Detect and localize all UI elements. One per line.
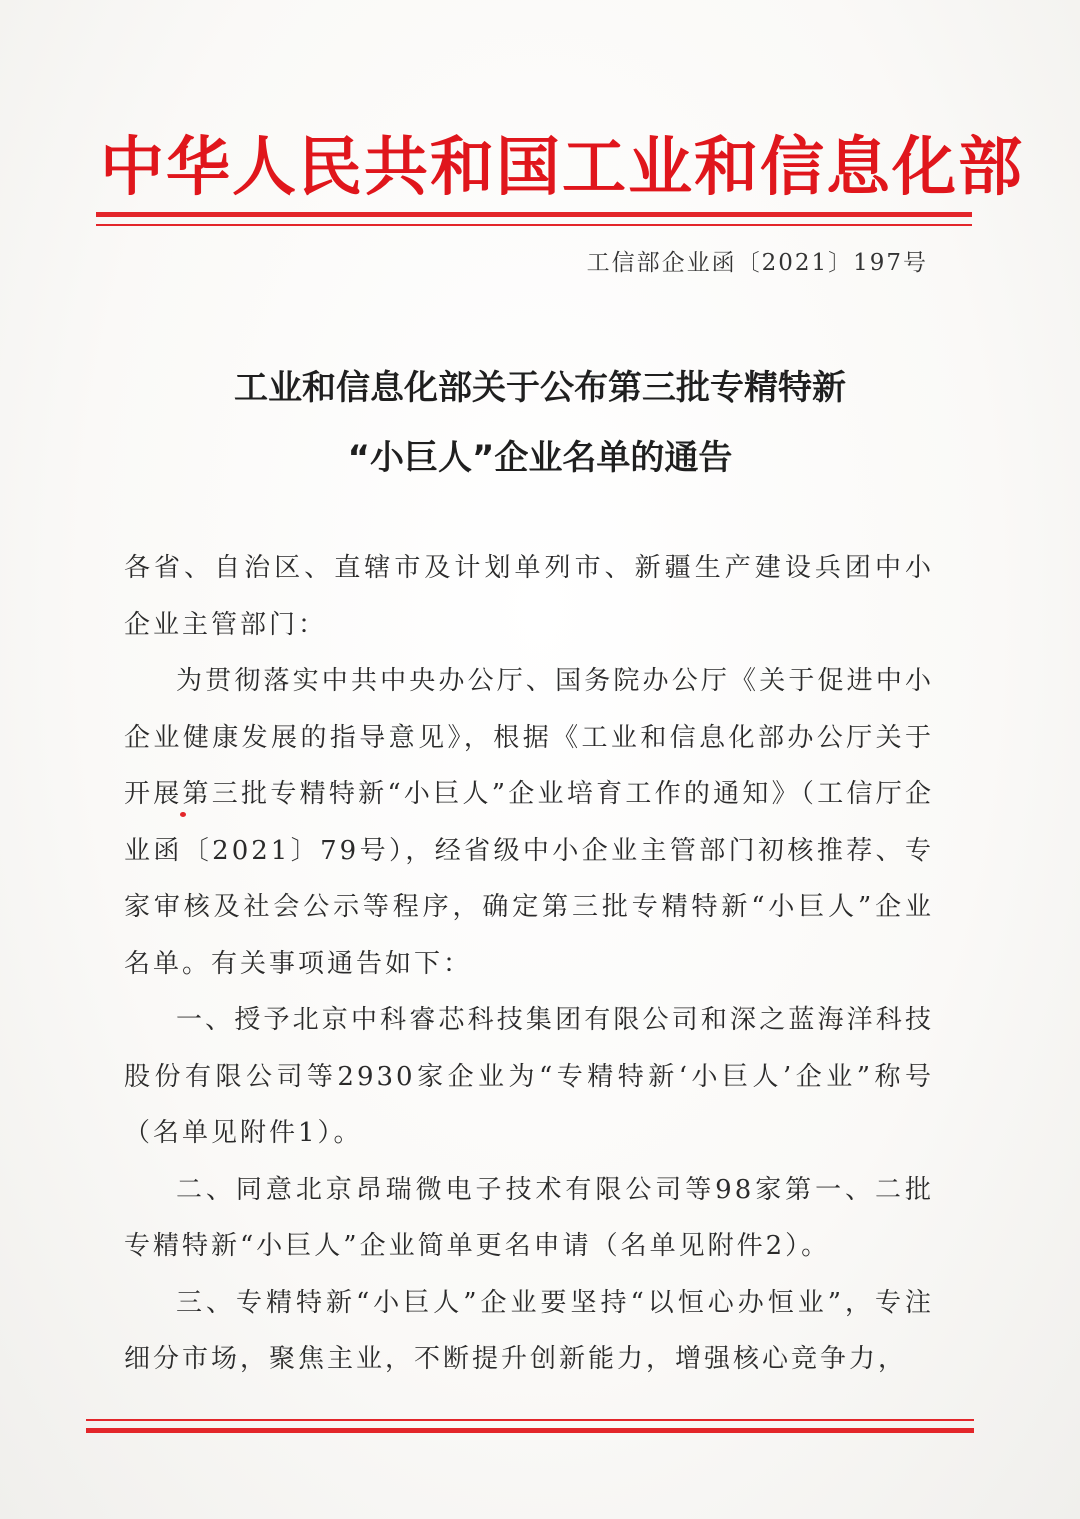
document-number: 工信部企业函〔2021〕197号 — [586, 250, 928, 276]
footer-rule-thick — [86, 1428, 974, 1433]
masthead-title: 中华人民共和国工业和信息化部 — [100, 131, 1024, 205]
footer-rule-thin — [86, 1419, 974, 1421]
body-paragraph: 为贯彻落实中共中央办公厅、国务院办公厅《关于促进中小企业健康发展的指导意见》，根据《工业和信息化部办公厅关于开展第三批专精特新“小巨人”企业培育工作的通知》（工信厅企业函〔2021〕79号），经省级中小企业主管部门初核推荐、专家审核及社会公示等程序，确定第三批专精特新“小巨人”企业名单。有关事项通告如下： — [124, 666, 934, 979]
body-paragraph: 一、授予北京中科睿芯科技集团有限公司和深之蓝海洋科技股份有限公司等2930家企业为“专精特新‘小巨人’企业”称号（名单见附件1）。 — [124, 1005, 934, 1148]
notice-title-line-2: “小巨人”企业名单的通告 — [347, 438, 733, 478]
header-rule-thick — [96, 212, 972, 217]
notice-title-line-1: 工业和信息化部关于公布第三批专精特新 — [234, 368, 846, 408]
notice-body — [124, 540, 934, 1388]
header-rule-thin — [96, 224, 972, 226]
body-paragraph: 三、专精特新“小巨人”企业要坚持“以恒心办恒业”，专注细分市场，聚焦主业，不断提升创新能力，增强核心竞争力， — [124, 1287, 934, 1374]
salutation: 各省、自治区、直辖市及计划单列市、新疆生产建设兵团中小企业主管部门： — [124, 553, 934, 640]
body-paragraph: 二、同意北京昂瑞微电子技术有限公司等98家第一、二批专精特新“小巨人”企业简单更名申请（名单见附件2）。 — [124, 1174, 934, 1261]
ink-mark — [180, 812, 186, 817]
